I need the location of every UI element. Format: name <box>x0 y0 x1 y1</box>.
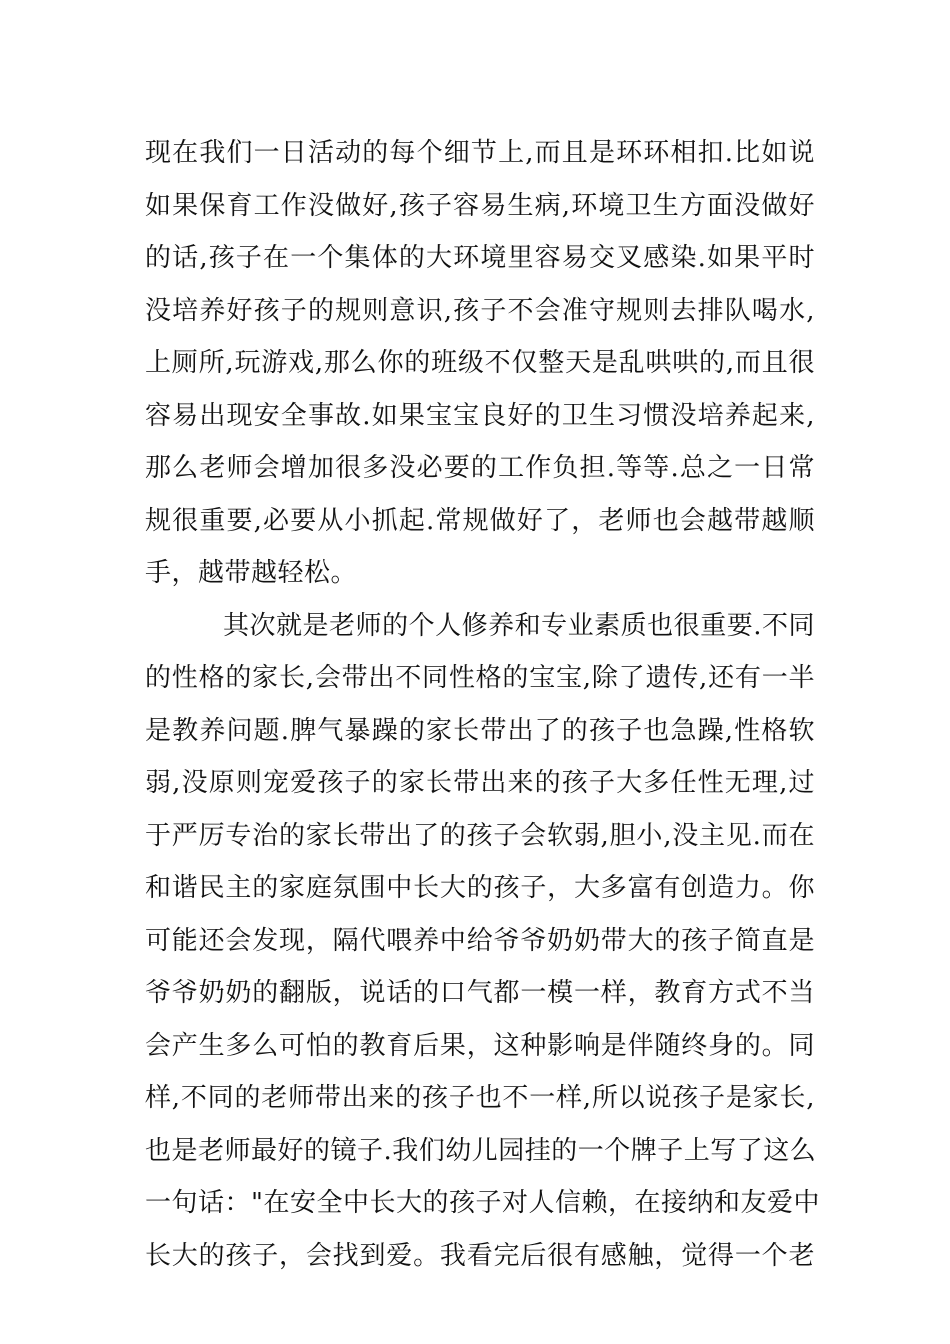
text-line: 规很重要,必要从小抓起.常规做好了，老师也会越带越顺 <box>145 505 815 536</box>
paragraph-end-line: 手，越带越轻松。 <box>145 558 358 588</box>
text-line: 样,不同的老师带出来的孩子也不一样,所以说孩子是家长, <box>145 1083 815 1113</box>
text-line: 的话,孩子在一个集体的大环境里容易交叉感染.如果平时 <box>145 243 815 273</box>
text-line: 可能还会发现，隔代喂养中给爷爷奶奶带大的孩子简直是 <box>145 925 815 956</box>
text-line: 是教养问题.脾气暴躁的家长带出了的孩子也急躁,性格软 <box>145 715 815 746</box>
text-line: 和谐民主的家庭氛围中长大的孩子，大多富有创造力。你 <box>145 873 815 903</box>
text-line: 上厕所,玩游戏,那么你的班级不仅整天是乱哄哄的,而且很 <box>145 348 815 378</box>
text-line: 现在我们一日活动的每个细节上,而且是环环相扣.比如说 <box>145 138 815 168</box>
text-line: 爷爷奶奶的翻版，说话的口气都一模一样，教育方式不当 <box>145 978 815 1008</box>
text-line: 没培养好孩子的规则意识,孩子不会准守规则去排队喝水, <box>145 295 815 326</box>
paragraph-start-line: 其次就是老师的个人修养和专业素质也很重要.不同 <box>223 610 815 641</box>
text-line: 那么老师会增加很多没必要的工作负担.等等.总之一日常 <box>145 453 815 483</box>
text-line: 弱,没原则宠爱孩子的家长带出来的孩子大多任性无理,过 <box>145 768 815 798</box>
text-line: 的性格的家长,会带出不同性格的宝宝,除了遗传,还有一半 <box>145 663 815 693</box>
text-line: 如果保育工作没做好,孩子容易生病,环境卫生方面没做好 <box>145 190 815 221</box>
text-line: 长大的孩子，会找到爱。我看完后很有感触，觉得一个老 <box>145 1240 815 1271</box>
body-text <box>145 130 820 1285</box>
text-line: 会产生多么可怕的教育后果，这种影响是伴随终身的。同 <box>145 1030 815 1061</box>
text-line: 也是老师最好的镜子.我们幼儿园挂的一个牌子上写了这么 <box>145 1135 817 1166</box>
text-line: 容易出现安全事故.如果宝宝良好的卫生习惯没培养起来, <box>145 400 815 431</box>
text-line: 一句话："在安全中长大的孩子对人信赖，在接纳和友爱中 <box>145 1188 820 1218</box>
text-line: 于严厉专治的家长带出了的孩子会软弱,胆小,没主见.而在 <box>145 820 815 851</box>
